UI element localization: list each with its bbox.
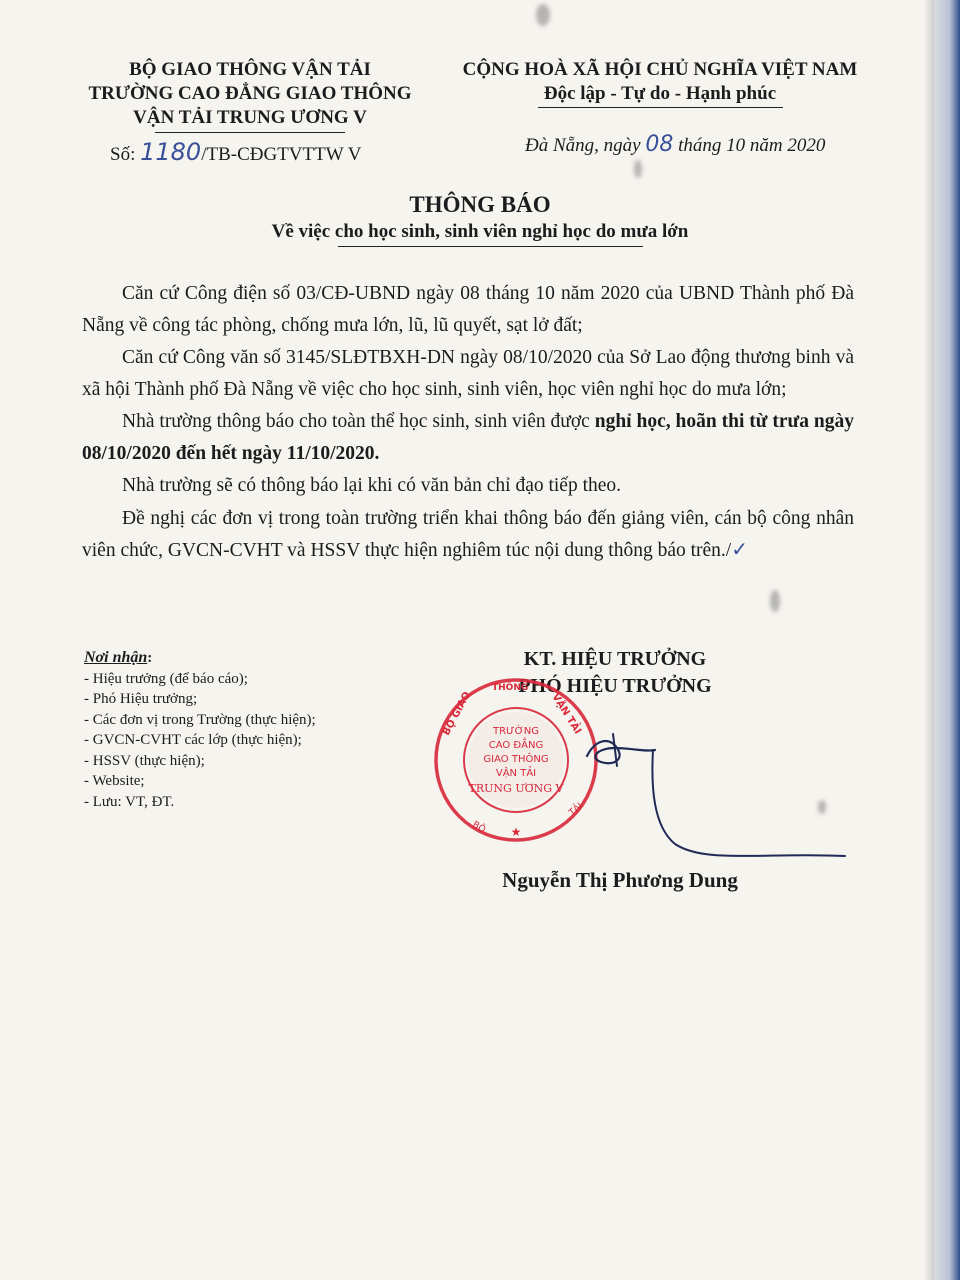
body-paragraph-4: Nhà trường sẽ có thông báo lại khi có văn bản chỉ đạo tiếp theo. <box>122 475 622 496</box>
svg-text:TẢI: TẢI <box>567 801 585 819</box>
body-paragraph-5 <box>82 503 854 567</box>
nation-name: CỘNG HOÀ XÃ HỘI CHỦ NGHĨA VIỆT NAM <box>462 59 858 80</box>
recipients-title: Nơi nhận <box>84 649 148 666</box>
ink-smudge <box>770 590 780 612</box>
recipient-item: - Website; <box>84 773 145 789</box>
signature-title-line2: PHÓ HIỆU TRƯỞNG <box>518 675 712 697</box>
ink-smudge <box>634 160 642 178</box>
motto-underline <box>538 107 783 108</box>
subtitle-underline <box>338 246 643 247</box>
handwritten-check-mark: ✓ <box>731 537 748 561</box>
recipients-colon: : <box>147 650 153 666</box>
date-day-handwritten: 08 <box>645 132 674 157</box>
svg-text:VẬN TẢI: VẬN TẢI <box>549 691 583 737</box>
header-left-underline <box>155 132 345 133</box>
signature-title-line1: KT. HIỆU TRƯỞNG <box>523 648 707 670</box>
handwritten-signature-icon <box>555 726 855 866</box>
ink-smudge <box>536 4 550 26</box>
issue-date <box>525 132 825 157</box>
p5-text: Đề nghị các đơn vị trong toàn trường triển khai thông báo đến giảng viên, cán bộ công nhân viên chức, GVCN-CVHT và HSSV thực hiện nghiêm túc nội dung thông báo trên./ <box>82 507 854 561</box>
p3-normal-text: Nhà trường thông báo cho toàn thể học sinh, sinh viên được <box>122 411 595 432</box>
recipient-item: - HSSV (thực hiện); <box>84 752 205 769</box>
svg-text:TRUNG ƯƠNG V: TRUNG ƯƠNG V <box>468 782 564 795</box>
recipients-block <box>84 648 444 812</box>
p3-bold-text: nghỉ học, hoãn thi từ trưa ngày 08/10/2020 đến hết ngày 11/10/2020. <box>82 411 854 464</box>
svg-text:TRƯỜNG: TRƯỜNG <box>493 726 539 737</box>
recipient-item: - Các đơn vị trong Trường (thực hiện); <box>84 711 316 728</box>
header-left <box>40 58 460 133</box>
recipient-item: - GVCN-CVHT các lớp (thực hiện); <box>84 732 302 748</box>
recipient-item: - Hiệu trưởng (để báo cáo); <box>84 670 248 687</box>
date-prefix: Đà Nẵng, ngày <box>525 135 641 156</box>
document-subtitle: Về việc cho học sinh, sinh viên nghỉ học do mưa lớn <box>271 221 689 242</box>
svg-text:GIAO THÔNG: GIAO THÔNG <box>483 754 549 765</box>
ministry-name: BỘ GIAO THÔNG VẬN TẢI <box>129 59 371 80</box>
signer-name: Nguyễn Thị Phương Dung <box>502 868 738 892</box>
national-motto: Độc lập - Tự do - Hạnh phúc <box>543 83 777 104</box>
document-title: THÔNG BÁO <box>409 192 551 217</box>
doc-number-suffix: /TB-CĐGTVTTW V <box>201 144 362 165</box>
school-name-line2: VẬN TẢI TRUNG ƯƠNG V <box>133 107 367 128</box>
svg-text:BỘ: BỘ <box>470 819 487 836</box>
svg-text:CAO ĐẲNG: CAO ĐẲNG <box>488 740 544 751</box>
recipient-item: - Lưu: VT, ĐT. <box>84 793 175 810</box>
doc-number-handwritten: 1180 <box>140 138 202 166</box>
document-number <box>110 138 361 166</box>
svg-text:VẬN TẢI: VẬN TẢI <box>495 768 537 779</box>
body-paragraph-1: Căn cứ Công điện số 03/CĐ-UBND ngày 08 tháng 10 năm 2020 của UBND Thành phố Đà Nẵng về công tác phòng, chống mưa lớn, lũ, lũ quyết, sạt lở đất; <box>82 283 854 336</box>
doc-number-prefix: Số: <box>110 144 136 165</box>
header-right <box>440 58 880 108</box>
recipient-item: - Phó Hiệu trưởng; <box>84 691 198 707</box>
school-name-line1: TRƯỜNG CAO ĐẲNG GIAO THÔNG <box>88 83 412 104</box>
body-paragraph-3 <box>82 406 854 469</box>
date-rest: tháng 10 năm 2020 <box>678 135 826 156</box>
svg-text:★: ★ <box>510 825 522 839</box>
body-paragraph-2: Căn cứ Công văn số 3145/SLĐTBXH-DN ngày 08/10/2020 của Sở Lao động thương binh và xã hội Thành phố Đà Nẵng về việc cho học sinh, sinh viên, học viên nghỉ học do mưa lớn; <box>82 347 854 400</box>
svg-text:THÔNG: THÔNG <box>492 683 529 693</box>
document-body <box>82 278 854 567</box>
svg-text:BỘ GIAO: BỘ GIAO <box>440 690 474 738</box>
